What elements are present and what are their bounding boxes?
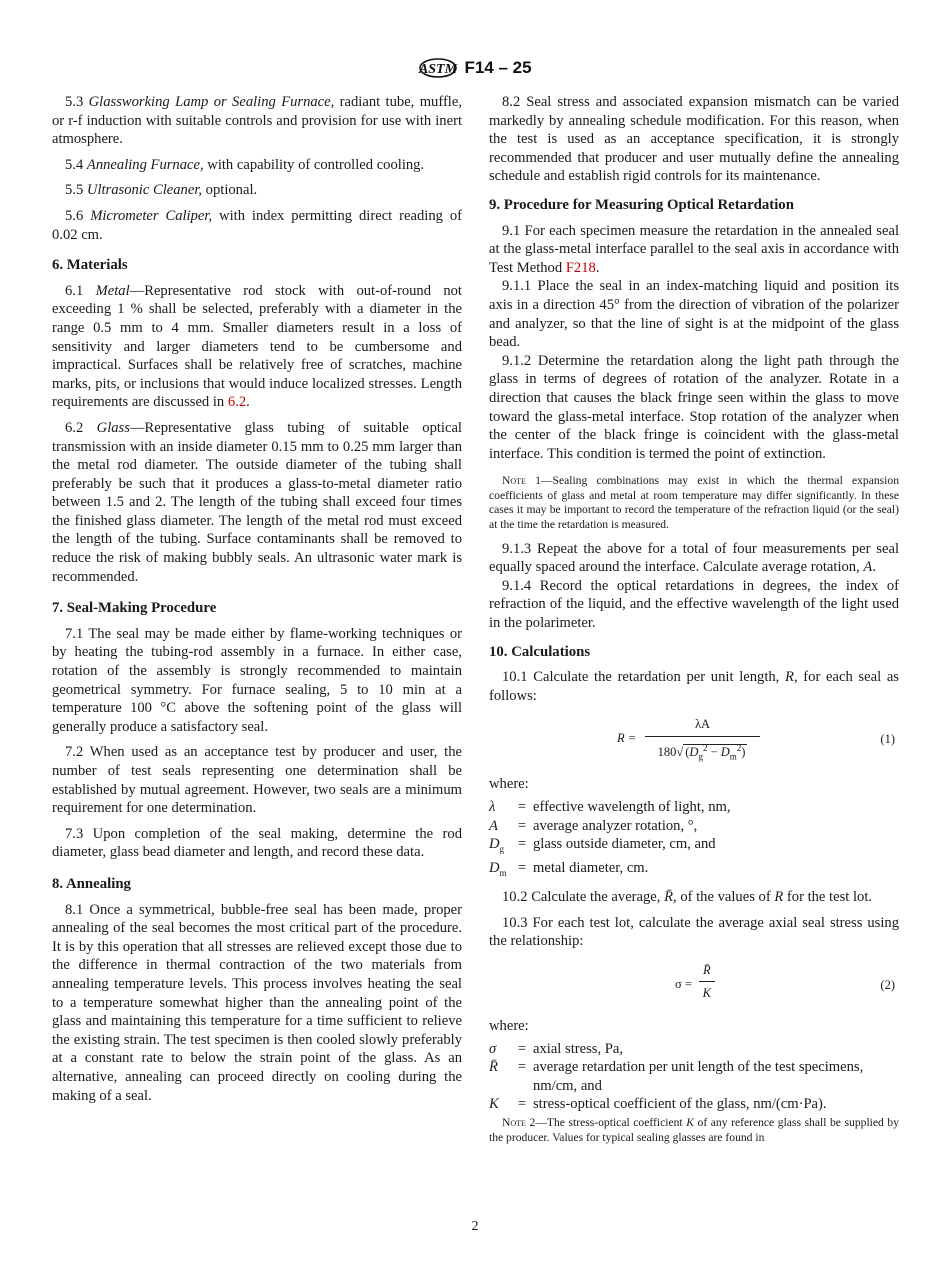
link-6-2[interactable]: 6.2 [227,394,247,411]
paragraph-6-2: 6.2 Glass—Representative glass tubing of suitable optical transmission with an inside diameter 0.15 mm to 0.25 mm larger than the metal rod diameter. The outside diameter of the tubing shall preferably be such that it produces a glass-to-metal diameter ratio between 1.5 and 2. The length of the tubing shall exceed four times the finished glass diameter. The length of the metal rod must exceed the length of the tubing. Surface contaminants shall be removed to reduce the risk of making bubbly seals. An ultrasonic water mark is recommended. [52,419,462,585]
paragraph-9-1: 9.1 For each specimen measure the retardation in the annealed seal at the glass-metal interface parallel to the seal axis in accordance with Test Method F218. [489,222,899,276]
paragraph-9-1-4: 9.1.4 Record the optical retardations in degrees, the index of refraction of the liquid, and the effective wavelength of the light used in the polarimeter. [489,577,899,632]
note-2: Note 2—The stress-optical coefficient K of any reference glass shall be supplied by the producer. Values for typical sealing glasses are found in [489,1115,899,1144]
definition-sigma: σ = axial stress, Pa, [489,1040,623,1057]
document-id: F14 – 25 [464,58,532,77]
section-heading-annealing: 8. Annealing [52,875,131,892]
paragraph-6-1: 6.1 Metal—Representative rod stock with out-of-round not exceeding 1 % shall be selected, preferably with a diameter in the range 0.5 mm to 4 mm. Smaller diameters result in a loss of sensitivity and larger diameters tend to be cumbersome and impractical. Surfaces shall be relatively free of scratches, machine marks, pits, or inclusions that would induce localized stresses. Length requirements are discussed in 6.2. [52,282,462,411]
paragraph-9-1-2: 9.1.2 Determine the retardation along the light path through the glass in terms of degrees of rotation of the analyzer. Rotate in a direction that causes the black fringe seen within the glass to move toward the glass-metal interface. Stop rotation of the analyzer when the center of the black fringe is coincident with the glass-metal interface. This condition is termed the point of extinction. [489,352,899,462]
equation-1-fraction: $\frac{\lambda A}{180√ (D_g^2 - D_m^2)}$ [645,715,760,766]
equation-2 [489,959,899,1009]
paragraph-10-3: 10.3 For each test lot, calculate the average axial seal stress using the relationship: [489,914,899,950]
paragraph-9-1-3: 9.1.3 Repeat the above for a total of four measurements per seal equally spaced around the interface. Calculate average rotation, A. [489,540,899,576]
astm-logo-icon [418,52,458,84]
where-label-2: where: [489,1017,529,1034]
paragraph-7-1: 7.1 The seal may be made either by flame-working techniques or by heating the tubing-rod assembly in a furnace. In either case, rotation of the assembly is strongly recommended to maintain geometrical symmetry. For furnace sealing, 5 to 10 min at a temperature 100 °C above the softening point of the glass will generally produce a satisfactory seal. [52,625,462,735]
link-f218[interactable]: F218 [565,259,596,276]
page-header [0,52,950,84]
paragraph-8-2: 8.2 Seal stress and associated expansion mismatch can be varied markedly by annealing schedule modification. For this reason, when the test is used as an acceptance specification, it is strongly recommended that producer and user mutually define the annealing schedule and establish rigid controls for its maintenance. [489,94,899,185]
paragraph-7-3: 7.3 Upon completion of the seal making, determine the rod diameter, glass bead diameter and length, and record these data. [52,825,462,861]
equation-2-fraction: $\frac{R̄}{K}$ [699,961,715,1002]
where-label-1: where: [489,776,529,793]
section-heading-materials: 6. Materials [52,257,128,274]
definition-k: K = stress-optical coefficient of the glass, nm/(cm·Pa). [489,1096,827,1113]
paragraph-10-1: 10.1 Calculate the retardation per unit length, R, for each seal as follows: [489,669,899,704]
note-1: Note 1—Sealing combinations may exist in which the thermal expansion coefficients of glass and metal at room temperature may differ significantly. In these cases it may be important to record the temperature of the refraction liquid (or the seal) at the time the retardation is measured. [489,474,899,532]
right-column [489,93,899,1152]
paragraph-5-3: 5.3 Glassworking Lamp or Sealing Furnace, radiant tube, muffle, or r-f induction with suitable controls and provision for use with inert atmosphere. [52,94,462,148]
equation-1 [489,713,899,767]
section-heading-calculations: 10. Calculations [489,643,591,660]
paragraph-5-6: 5.6 Micrometer Caliper, with index permitting direct reading of 0.02 cm. [52,207,463,243]
definitions-2 [489,1040,899,1114]
paragraph-7-2: 7.2 When used as an acceptance test by producer and user, the number of test seals representing one determination shall be established by mutual agreement. However, two seals are a minimum requirement for one determination. [52,744,462,817]
equation-2-lhs: σ = [675,976,692,991]
definitions-1 [489,798,899,882]
definition-dg: $D_g$ = glass outside diameter, cm, and [489,836,716,855]
definition-dm: $D_m$ = metal diameter, cm. [489,859,649,878]
paragraph-5-5: 5.5 Ultrasonic Cleaner, optional. [65,182,258,199]
paragraph-10-2: 10.2 Calculate the average, R̄, of the values of R for the test lot. [502,889,873,906]
section-heading-seal-making: 7. Seal-Making Procedure [52,600,217,617]
paragraph-5-4: 5.4 Annealing Furnace, with capability of controlled cooling. [65,156,425,173]
equation-1-lhs: R = [617,731,637,746]
definition-a: A = average analyzer rotation, °, [489,817,698,834]
definition-r-bar: R̄ = average retardation per unit length of the test specimens, nm/cm, and [489,1059,864,1094]
section-heading-optical-retardation: 9. Procedure for Measuring Optical Retardation [489,196,794,213]
equation-1-number: (1) [880,732,895,747]
left-column [52,93,462,1112]
page-number: 2 [471,1219,479,1234]
equation-2-number: (2) [880,977,895,992]
paragraph-9-1-1: 9.1.1 Place the seal in an index-matching liquid and position its axis in a direction 45° from the direction of vibration of the polarizer and analyzer, so that the line of sight is at the midpoint of the glass bead. [489,278,899,351]
svg-text:ASTM: ASTM [419,62,458,77]
paragraph-8-1: 8.1 Once a symmetrical, bubble-free seal has been made, proper annealing of the seal becomes the most critical part of the procedure. It is by this operation that all stresses are relieved except those due to the difference in thermal contraction of the two materials from annealing temperature levels. This process involves heating the seal to a temperature somewhat higher than the annealing point of the glass and maintaining this temperature for a time sufficient to relieve the existing strain. The test specimen is then cooled slowly preferably at a constant rate to below the strain point of the glass. As an alternative, annealing can proceed directly on cooling during the making of a seal. [52,901,462,1104]
definition-lambda: λ = effective wavelength of light, nm, [489,799,731,815]
